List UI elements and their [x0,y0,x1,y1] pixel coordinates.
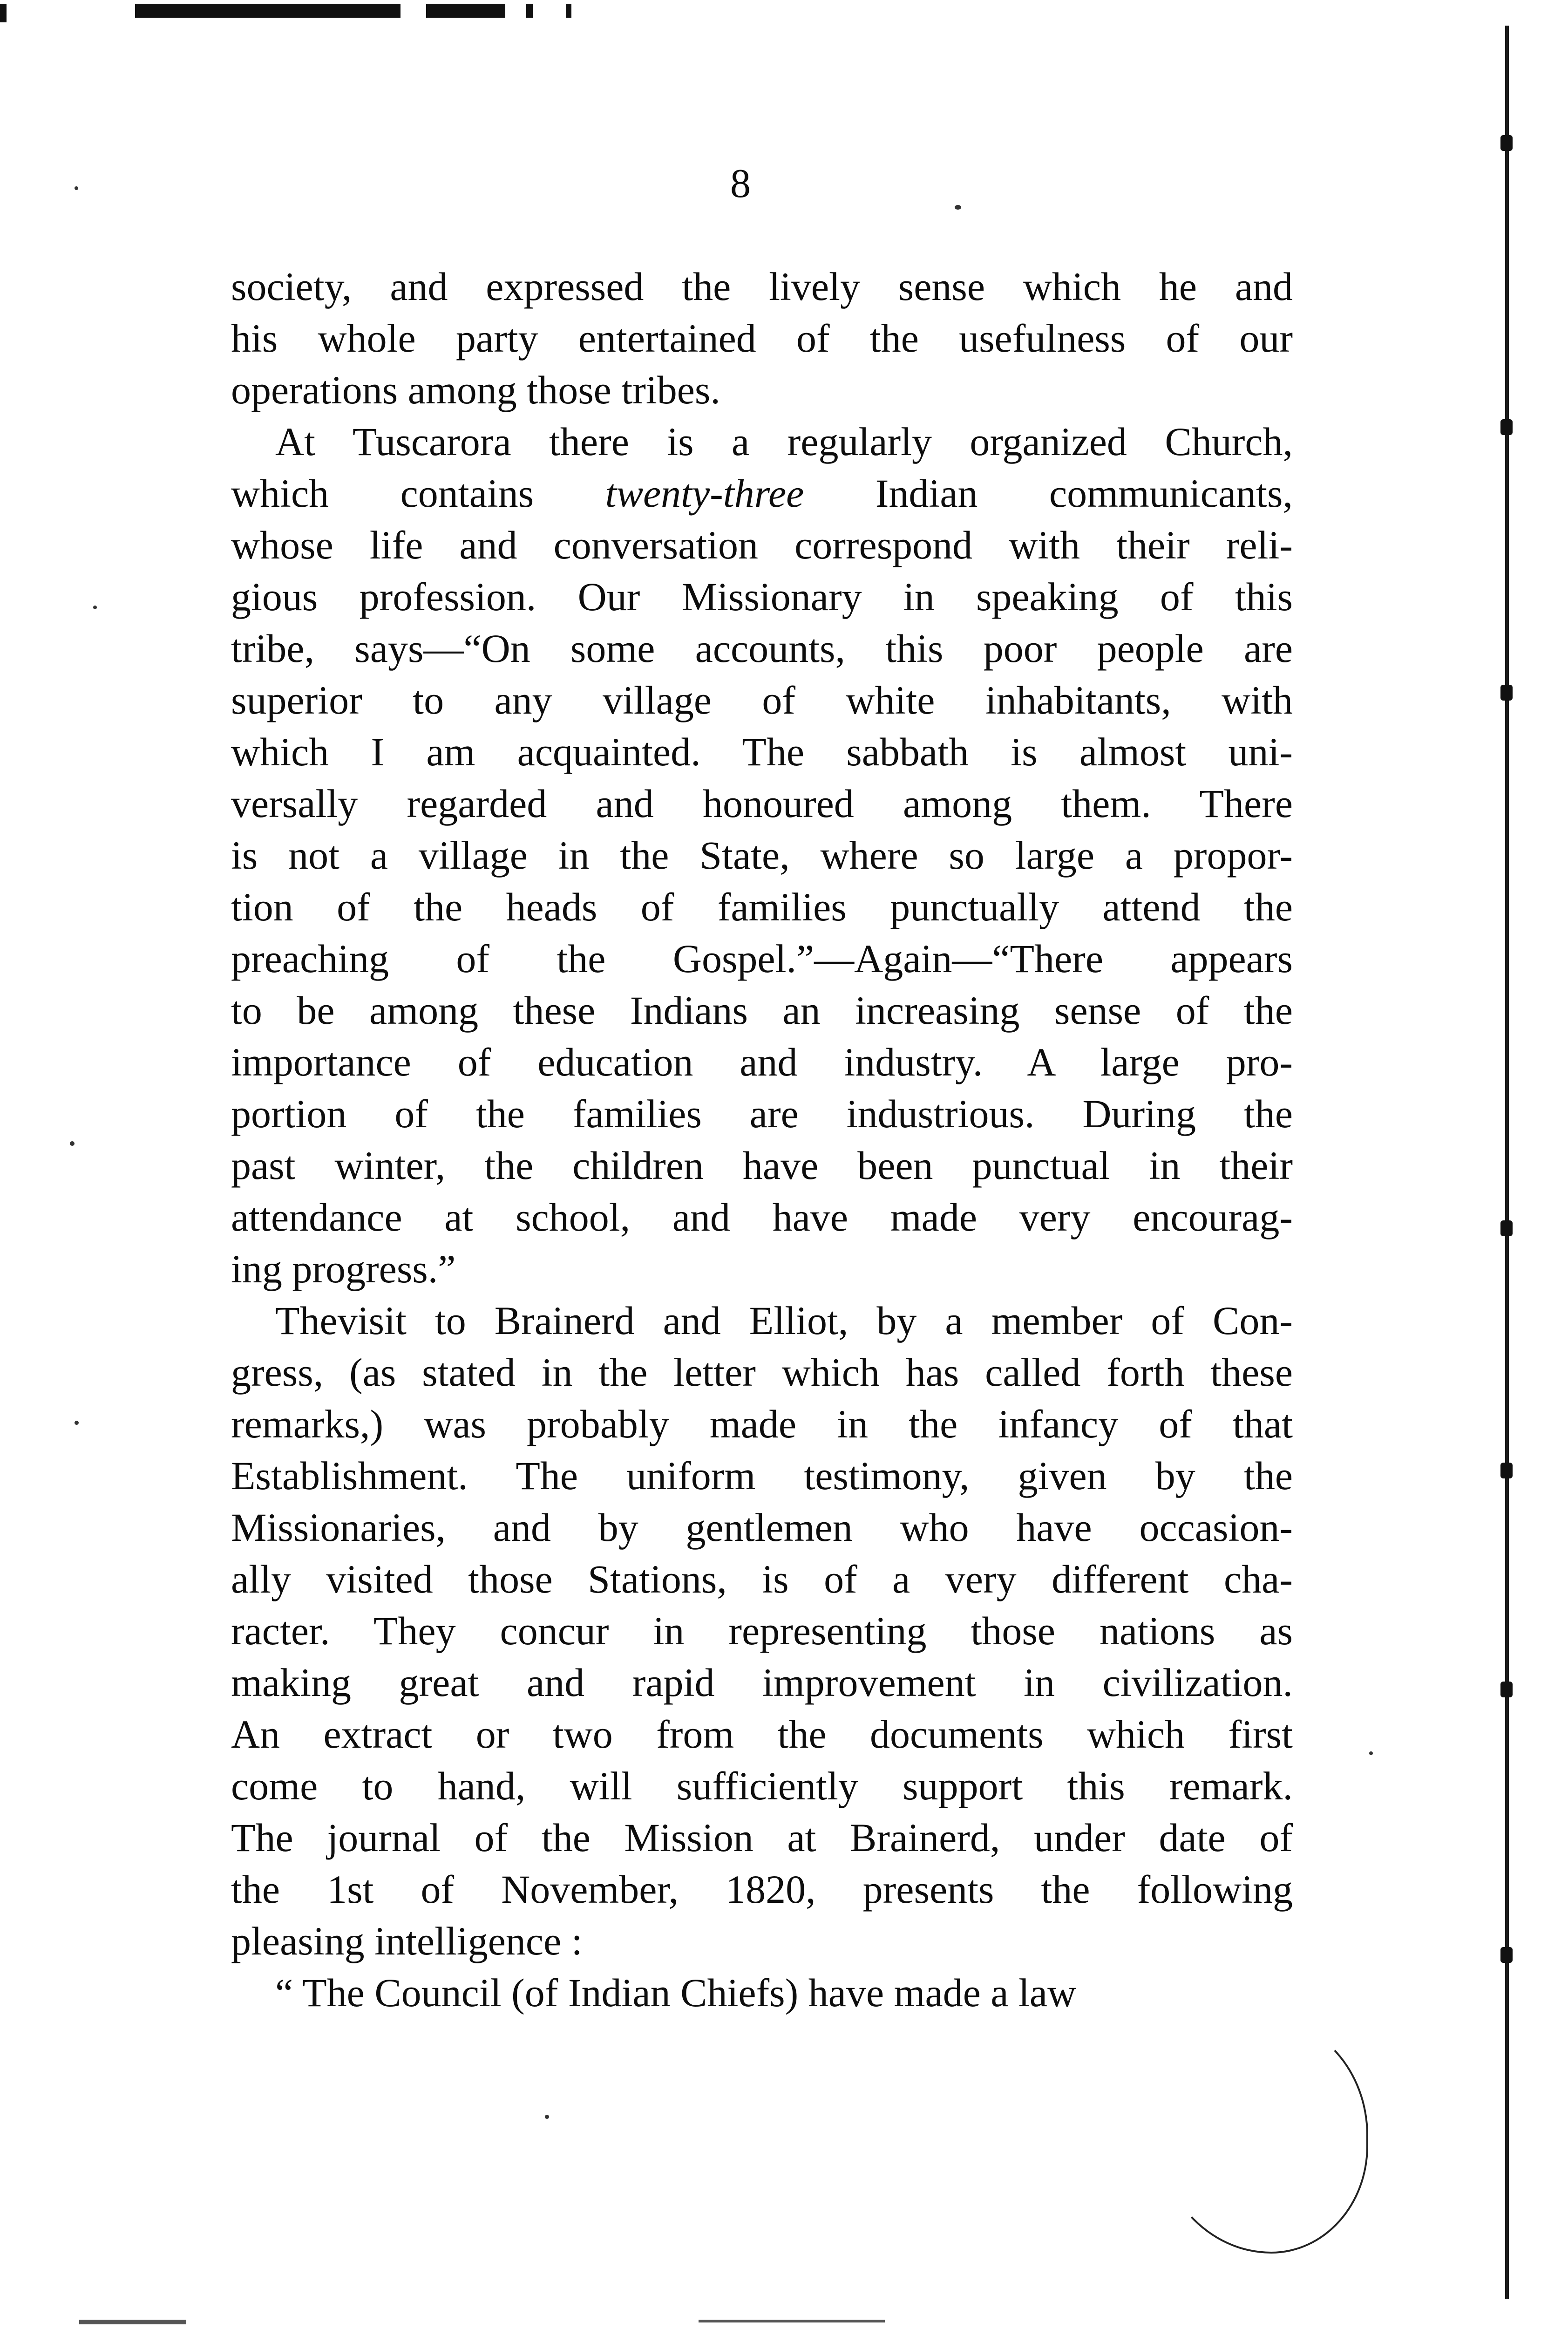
binding-edge-mark [1500,1220,1513,1236]
binding-edge-mark [1500,1682,1513,1697]
scan-speck [75,1421,79,1425]
text-line: the 1st of November, 1820, presents the following [231,1867,1293,1912]
text-line: past winter, the children have been punctual in their [231,1143,1293,1188]
text-line: to be among these Indians an increasing sense of the [231,988,1293,1033]
binding-edge-mark [1500,1463,1513,1478]
body-text [231,261,1293,2019]
text-line: ing progress.” [231,1246,456,1291]
scan-speck [545,2115,549,2119]
binding-edge-mark [1500,1947,1513,1963]
text-line: racter. They concur in representing those nations as [231,1608,1293,1653]
scan-speck [70,1141,75,1146]
text-line: operations among those tribes. [231,368,720,412]
text-line: Missionaries, and by gentlemen who have occasion- [231,1505,1293,1550]
binding-edge-mark [1500,685,1513,701]
text-line: which I am acquainted. The sabbath is almost uni- [231,729,1293,774]
binding-edge-mark [1500,419,1513,435]
text-line: tion of the heads of families punctually attend the [231,885,1293,929]
text-line: whose life and conversation correspond with their reli- [231,523,1293,567]
text-line: At Tuscarora there is a regularly organized Church, [275,419,1293,464]
text-run: which contains [231,471,605,516]
text-line: An extract or two from the documents which first [231,1712,1293,1757]
scan-artifact-bar [566,4,571,18]
scan-artifact-bar [426,4,505,18]
scan-artifact-bottom [79,2320,186,2324]
text-line: is not a village in the State, where so large a propor- [231,833,1293,878]
scan-speck [75,186,78,190]
text-line: Thevisit to Brainerd and Elliot, by a member of Con- [275,1298,1293,1343]
page-number: 8 [730,161,751,206]
text-line: come to hand, will sufficiently support this remark. [231,1764,1293,1808]
text-line: his whole party entertained of the usefulness of our [231,316,1293,361]
text-line: tribe, says—“On some accounts, this poor people are [231,626,1293,671]
scan-speck [93,606,97,609]
text-line: pleasing intelligence : [231,1919,583,1963]
text-line: gious profession. Our Missionary in speaking of this [231,574,1293,619]
text-line: preaching of the Gospel.”—Again—“There appears [231,936,1293,981]
italic-text: twenty-three [605,471,804,516]
text-line: versally regarded and honoured among them. There [231,781,1293,826]
text-line: society, and expressed the lively sense which he and [231,264,1293,309]
text-line: attendance at school, and have made very encourag- [231,1195,1293,1239]
binding-edge-mark [1500,135,1513,151]
scan-artifact-bar [526,4,533,18]
scan-artifact-bar [0,4,7,22]
text-line: gress, (as stated in the letter which has called forth these [231,1350,1293,1395]
text-line-with-italic [231,468,1293,519]
text-line: The journal of the Mission at Brainerd, under date of [231,1815,1293,1860]
scan-speck [1369,1751,1373,1755]
text-line: remarks,) was probably made in the infancy of that [231,1402,1293,1446]
scan-artifact-bar [135,4,400,18]
text-line: importance of education and industry. A large pro- [231,1040,1293,1084]
text-line: Establishment. The uniform testimony, given by the [231,1453,1293,1498]
text-run: Indian communicants, [804,471,1293,516]
ink-bleed-mark [1155,2017,1368,2254]
text-line: ally visited those Stations, is of a very different cha- [231,1557,1293,1601]
text-line: “ The Council (of Indian Chiefs) have made a law [275,1970,1077,2015]
text-line: portion of the families are industrious. During the [231,1091,1293,1136]
scan-artifact-bottom [699,2320,885,2322]
text-line: making great and rapid improvement in civilization. [231,1660,1293,1705]
scan-speck [955,205,961,210]
text-line: superior to any village of white inhabitants, with [231,678,1293,722]
